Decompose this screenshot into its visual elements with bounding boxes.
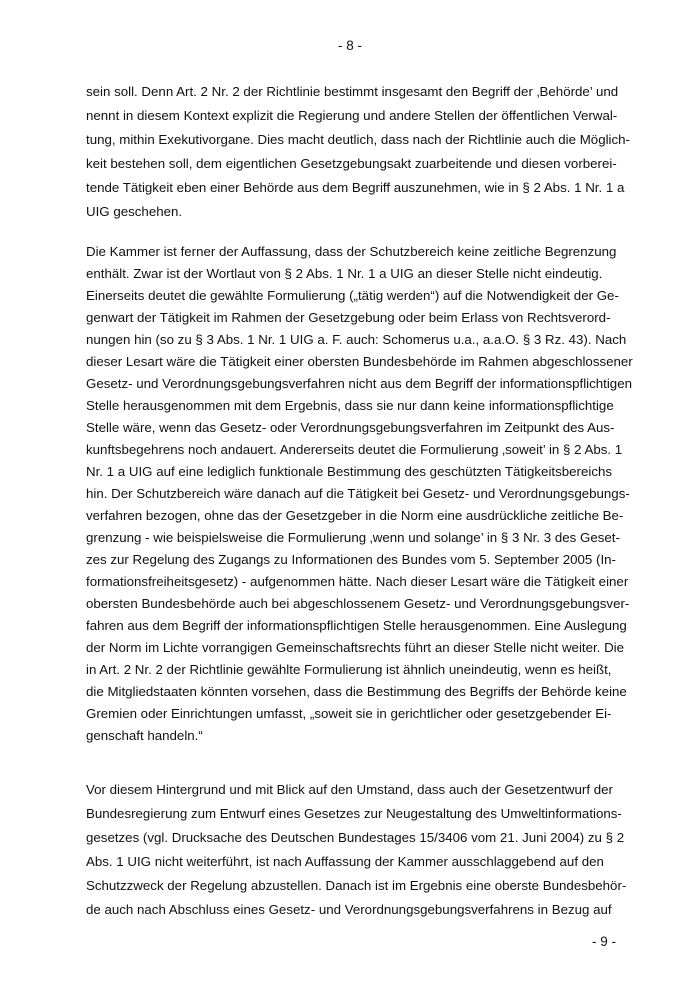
- paragraph-3-line-4: Abs. 1 UIG nicht weiterführt, ist nach Auffassung der Kammer ausschlaggebend auf den: [86, 854, 604, 869]
- paragraph-1-line-3: tung, mithin Exekutivorgane. Dies macht deutlich, dass nach der Richtlinie auch die Möglich-: [86, 132, 630, 147]
- paragraph-1-line-6: UIG geschehen.: [86, 204, 183, 219]
- paragraph-2-line-22: Gremien oder Einrichtungen umfasst, „soweit sie in gerichtlicher oder gesetzgebender Ei-: [86, 706, 612, 721]
- paragraph-3-line-2: Bundesregierung zum Entwurf eines Gesetzes zur Neugestaltung des Umweltinformations-: [86, 806, 622, 821]
- paragraph-2-line-7: Gesetz- und Verordnungsgebungsverfahren nicht aus dem Begriff der informationspflichtigen: [86, 376, 632, 391]
- paragraph-2-line-11: Nr. 1 a UIG auf eine lediglich funktionale Bestimmung des geschützten Tätigkeitsbereichs: [86, 464, 613, 479]
- paragraph-2-line-12: hin. Der Schutzbereich wäre danach auf die Tätigkeit bei Gesetz- und Verordnungsgebungs-: [86, 486, 630, 501]
- paragraph-2-line-10: kunftsbegehrens noch andauert. Andererseits deutet die Formulierung ‚soweit’ in § 2 Abs. 1: [86, 442, 623, 457]
- paragraph-2-line-19: der Norm im Lichte vorrangigen Gemeinschaftsrechts führt an dieser Stelle nicht weiter. Die: [86, 640, 625, 655]
- paragraph-2-line-20: in Art. 2 Nr. 2 der Richtlinie gewählte Formulierung ist ähnlich uneindeutig, wenn es heißt,: [86, 662, 612, 677]
- paragraph-1-line-1: sein soll. Denn Art. 2 Nr. 2 der Richtlinie bestimmt insgesamt den Begriff der ‚Behörde’ und: [86, 84, 619, 99]
- paragraph-2-line-5: nungen hin (so zu § 3 Abs. 1 Nr. 1 UIG a. F. auch: Schomerus u.a., a.a.O. § 3 Rz. 43). Nach: [86, 332, 627, 347]
- paragraph-2-line-18: fahren aus dem Begriff der informationspflichtigen Stelle herausgenommen. Eine Auslegung: [86, 618, 627, 633]
- paragraph-2-line-6: dieser Lesart wäre die Tätigkeit einer obersten Bundesbehörde im Rahmen abgeschlossener: [86, 354, 633, 369]
- paragraph-2-line-15: zes zur Regelung des Zugangs zu Informationen des Bundes vom 5. September 2005 (In-: [86, 552, 616, 567]
- page-number: - 8 -: [337, 38, 362, 53]
- paragraph-3-line-1: Vor diesem Hintergrund und mit Blick auf den Umstand, dass auch der Gesetzentwurf der: [86, 782, 613, 797]
- paragraph-2-line-2: enthält. Zwar ist der Wortlaut von § 2 Abs. 1 Nr. 1 a UIG an dieser Stelle nicht eindeutig.: [86, 266, 603, 281]
- paragraph-3-line-6: de auch nach Abschluss eines Gesetz- und Verordnungsgebungsverfahrens in Bezug auf: [86, 902, 612, 917]
- paragraph-1-line-2: nennt in diesem Kontext explizit die Regierung und andere Stellen der öffentlichen Verwal-: [86, 108, 618, 123]
- paragraph-2-line-14: grenzung - wie beispielsweise die Formulierung ‚wenn und solange’ in § 3 Nr. 3 des Geset-: [86, 530, 620, 545]
- paragraph-2-line-21: die Mitgliedstaaten könnten vorsehen, dass die Bestimmung des Begriffs der Behörde keine: [86, 684, 627, 699]
- paragraph-2-line-4: genwart der Tätigkeit im Rahmen der Gesetzgebung oder beim Erlass von Rechtsverord-: [86, 310, 611, 325]
- paragraph-2-line-9: Stelle wäre, wenn das Gesetz- oder Verordnungsgebungsverfahren im Zeitpunkt des Aus-: [86, 420, 615, 435]
- paragraph-2-line-13: verfahren bezogen, ohne das der Gesetzgeber in die Norm eine ausdrückliche zeitliche Be-: [86, 508, 624, 523]
- paragraph-3-line-3: gesetzes (vgl. Drucksache des Deutschen Bundestages 15/3406 vom 21. Juni 2004) zu § 2: [86, 830, 625, 845]
- paragraph-3-line-5: Schutzzweck der Regelung abzustellen. Danach ist im Ergebnis eine oberste Bundesbehör-: [86, 878, 627, 893]
- paragraph-2-line-23: genschaft handeln.“: [86, 728, 203, 743]
- paragraph-1-line-5: tende Tätigkeit eben einer Behörde aus dem Begriff auszunehmen, wie in § 2 Abs. 1 Nr. 1 a: [86, 180, 625, 195]
- paragraph-2-line-3: Einerseits deutet die gewählte Formulierung („tätig werden“) auf die Notwendigkeit der Ge-: [86, 288, 619, 303]
- paragraph-2-line-16: formationsfreiheitsgesetz) - aufgenommen hätte. Nach dieser Lesart wäre die Tätigkeit einer: [86, 574, 629, 589]
- next-page-number: - 9 -: [591, 934, 616, 949]
- paragraph-2-line-8: Stelle herausgenommen mit dem Ergebnis, dass sie nur dann keine informationspflichtige: [86, 398, 614, 413]
- paragraph-2-line-1: Die Kammer ist ferner der Auffassung, dass der Schutzbereich keine zeitliche Begrenzung: [86, 244, 617, 259]
- paragraph-1-line-4: keit bestehen soll, dem eigentlichen Gesetzgebungsakt zuarbeitende und diesen vorberei-: [86, 156, 617, 171]
- paragraph-2-line-17: obersten Bundesbehörde auch bei abgeschlossenem Gesetz- und Verordnungsgebungsver-: [86, 596, 630, 611]
